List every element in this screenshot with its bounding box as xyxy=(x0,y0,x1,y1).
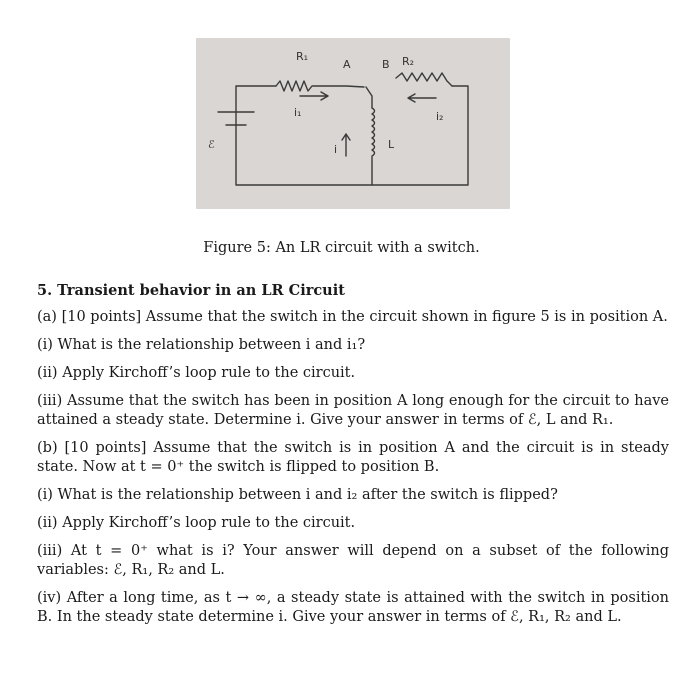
part-b-i: (i) What is the relationship between i and i₂ after the switch is flipped? xyxy=(37,487,558,503)
part-b-iii: (iii) At t = 0⁺ what is i? Your answer will depend on a subset of the following variables: ℰ, R₁, R₂ and L. xyxy=(37,543,669,578)
part-b-iv: (iv) After a long time, as t → ∞, a steady state is attained with the switch in position B. In the steady state determine i. Give your answer in terms of ℰ, R₁, R₂ and L. xyxy=(37,590,669,625)
label-a: A xyxy=(343,58,351,71)
label-l: L xyxy=(388,138,395,151)
i1-arrow xyxy=(300,92,328,100)
problem-title: 5. Transient behavior in an LR Circuit xyxy=(37,282,345,299)
part-a-ii: (ii) Apply Kirchoff’s loop rule to the circuit. xyxy=(37,365,356,381)
label-b: B xyxy=(382,58,390,71)
r2-resistor xyxy=(396,73,452,86)
inductor-coil xyxy=(372,108,375,185)
label-r2: R₂ xyxy=(402,55,415,68)
circuit-figure-photo xyxy=(196,38,510,209)
part-a-iii: (iii) Assume that the switch has been in position A long enough for the circuit to have attained a steady state. Determine i. Give your answer in terms of ℰ, L and R₁. xyxy=(37,393,669,428)
part-a-i: (i) What is the relationship between i and i₁? xyxy=(37,337,366,353)
left-bottom-wire xyxy=(236,86,468,185)
r1-resistor xyxy=(276,81,364,91)
i2-arrow xyxy=(408,94,436,102)
circuit-sketch xyxy=(196,38,510,209)
part-a-intro: (a) [10 points] Assume that the switch in the circuit shown in figure 5 is in position A. xyxy=(37,309,668,325)
part-b-intro: (b) [10 points] Assume that the switch is in position A and the circuit is in steady state. Now at t = 0⁺ the switch is flipped to position B. xyxy=(37,440,669,475)
left-top-wire xyxy=(236,86,276,124)
label-emf: ℰ xyxy=(208,138,215,151)
i-arrow xyxy=(342,134,350,156)
problem-section xyxy=(37,281,669,636)
label-r1: R₁ xyxy=(296,50,309,63)
part-b-ii: (ii) Apply Kirchoff’s loop rule to the circuit. xyxy=(37,515,356,531)
label-i: i xyxy=(334,143,338,156)
label-i2: i₂ xyxy=(436,110,444,123)
switch-blade xyxy=(366,87,372,108)
figure-caption: Figure 5: An LR circuit with a switch. xyxy=(203,240,480,256)
label-i1: i₁ xyxy=(294,106,302,119)
